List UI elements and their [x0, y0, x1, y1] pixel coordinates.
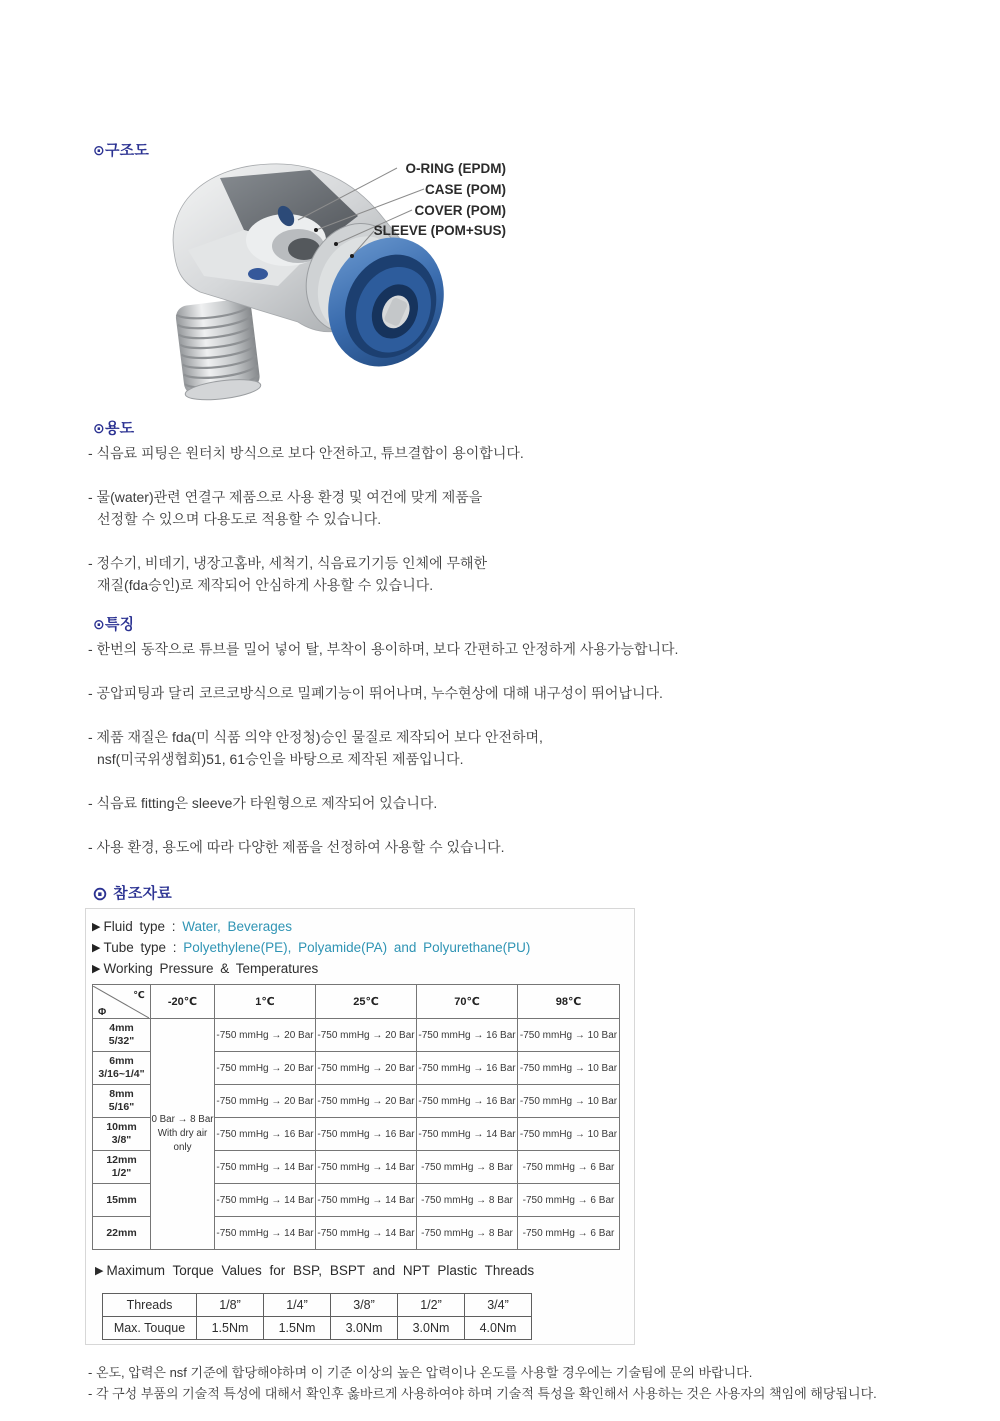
size-inch: 5/32"	[108, 1035, 135, 1047]
size-cell	[93, 1184, 151, 1217]
pressure-cell: -750 mmHg → 6 Bar	[518, 1184, 620, 1217]
size-mm: 4mm	[109, 1022, 134, 1034]
circled-dot-icon: ⊙	[93, 142, 105, 158]
o-ring-lower	[248, 268, 268, 280]
bullet-line: - 정수기, 비데기, 냉장고홈바, 세척기, 식음료기기등 인체에 무해한	[88, 555, 488, 571]
pressure-cell: -750 mmHg → 20 Bar	[316, 1085, 417, 1118]
size-inch: 3/8"	[111, 1134, 132, 1146]
bullet-line: 선정할 수 있으며 다용도로 적용할 수 있습니다.	[97, 511, 382, 527]
pressure-cell: -750 mmHg → 8 Bar	[417, 1184, 518, 1217]
pressure-cell: -750 mmHg → 10 Bar	[518, 1118, 620, 1151]
pressure-cell: -750 mmHg → 6 Bar	[518, 1217, 620, 1250]
size-inch: 1/2"	[111, 1167, 132, 1179]
pressure-cell: -750 mmHg → 14 Bar	[215, 1151, 316, 1184]
pressure-cell: -750 mmHg → 14 Bar	[316, 1217, 417, 1250]
pressure-cell: -750 mmHg → 10 Bar	[518, 1085, 620, 1118]
pressure-cell: -750 mmHg → 16 Bar	[417, 1085, 518, 1118]
col-header: -20℃	[151, 985, 215, 1019]
fitting-diagram-svg	[158, 154, 512, 406]
torque-cell: Threads	[103, 1294, 197, 1317]
pressure-cell: -750 mmHg → 20 Bar	[316, 1019, 417, 1052]
fluid-type-value: Water, Beverages	[182, 919, 293, 934]
corner-diameter-symbol: Φ	[98, 1006, 107, 1018]
size-mm: 10mm	[106, 1121, 137, 1133]
fitting-cutaway-diagram	[158, 154, 512, 406]
torque-cell: 1/8”	[197, 1294, 264, 1317]
torque-cell: 1.5Nm	[197, 1317, 264, 1340]
feature-bullet	[88, 792, 968, 814]
pressure-header-row	[93, 985, 620, 1019]
pressure-cell: -750 mmHg → 16 Bar	[316, 1118, 417, 1151]
features-section-heading	[88, 613, 968, 634]
torque-cell: 3/8”	[331, 1294, 398, 1317]
torque-cell: 3/4”	[465, 1294, 532, 1317]
bullet-line: nsf(미국위생협회)51, 61승인을 바탕으로 제작된 제품입니다.	[97, 751, 464, 767]
pressure-cell: -750 mmHg → 10 Bar	[518, 1019, 620, 1052]
pressure-cell: -750 mmHg → 6 Bar	[518, 1151, 620, 1184]
size-mm: 8mm	[109, 1088, 134, 1100]
size-mm: 12mm	[106, 1154, 137, 1166]
features-heading-label: 특징	[104, 616, 135, 633]
footer-note-line: - 각 구성 부품의 기술적 특성에 대해서 확인후 옳바르게 사용하여야 하며 기술적 특성을 확인해서 사용하는 것은 사용자의 책임에 해당됩니다.	[88, 1386, 877, 1401]
diagram-label-oring: O-RING (EPDM)	[405, 161, 506, 176]
usage-bullet	[88, 486, 968, 530]
pressure-cell: -750 mmHg → 8 Bar	[417, 1151, 518, 1184]
triangle-bullet-icon: ▶	[92, 942, 101, 954]
torque-cell: 1.5Nm	[264, 1317, 331, 1340]
pressure-cell: -750 mmHg → 14 Bar	[417, 1118, 518, 1151]
bullet-line: 재질(fda승인)로 제작되어 안심하게 사용할 수 있습니다.	[97, 577, 434, 593]
size-mm: 6mm	[109, 1055, 134, 1067]
torque-table	[102, 1293, 532, 1340]
torque-cell: Max. Touque	[103, 1317, 197, 1340]
bullet-line: - 물(water)관련 연결구 제품으로 사용 환경 및 여건에 맞게 제품을	[88, 489, 483, 505]
diagram-label-case: CASE (POM)	[425, 182, 506, 197]
footer-notes	[88, 1362, 877, 1404]
corner-cell	[93, 985, 151, 1019]
triangle-bullet-icon: ▶	[92, 921, 101, 933]
size-mm: 15mm	[106, 1193, 137, 1206]
size-mm: 22mm	[106, 1226, 137, 1239]
pressure-cell: -750 mmHg → 14 Bar	[215, 1184, 316, 1217]
tube-type-label: Tube type :	[103, 940, 184, 955]
dry-air-cell	[151, 1019, 215, 1250]
torque-section-heading	[95, 1263, 634, 1278]
col-header: 25℃	[316, 985, 417, 1019]
torque-cell: 1/2”	[398, 1294, 465, 1317]
reference-section-heading	[92, 882, 172, 906]
dry-air-line: With dry air only	[157, 1128, 208, 1153]
torque-heading-label: Maximum Torque Values for BSP, BSPT and NPT Plastic Threads	[106, 1263, 535, 1278]
pressure-temperature-table	[92, 984, 620, 1250]
reference-heading-label: 참조자료	[113, 885, 172, 902]
pressure-cell: -750 mmHg → 20 Bar	[215, 1052, 316, 1085]
feature-bullet	[88, 726, 968, 770]
diagram-label-cover: COVER (POM)	[414, 203, 506, 218]
bullet-line: - 사용 환경, 용도에 따라 다양한 제품을 선정하여 사용할 수 있습니다.	[88, 839, 505, 855]
size-cell	[93, 1217, 151, 1250]
footer-note-line: - 온도, 압력은 nsf 기준에 합당해야하며 이 기준 이상의 높은 압력이나 온도를 사용할 경우에는 기술팀에 문의 바랍니다.	[88, 1365, 753, 1380]
pressure-cell: -750 mmHg → 20 Bar	[215, 1085, 316, 1118]
pressure-cell: -750 mmHg → 16 Bar	[417, 1019, 518, 1052]
pressure-cell: -750 mmHg → 14 Bar	[316, 1151, 417, 1184]
circled-dot-icon: ⊙	[92, 884, 109, 905]
col-header: 1℃	[215, 985, 316, 1019]
col-header: 70℃	[417, 985, 518, 1019]
size-cell	[93, 1052, 151, 1085]
torque-header-row	[103, 1294, 532, 1317]
usage-bullet	[88, 442, 968, 464]
usage-bullet	[88, 552, 968, 596]
bullet-line: - 공압피팅과 달리 코르코방식으로 밀폐기능이 뛰어나며, 누수현상에 대해 내구성이 뛰어납니다.	[88, 685, 663, 701]
torque-cell: 1/4”	[264, 1294, 331, 1317]
threaded-stem	[175, 298, 262, 404]
fluid-type-label: Fluid type :	[103, 919, 183, 934]
usage-section	[88, 417, 968, 618]
col-header: 98℃	[518, 985, 620, 1019]
size-inch: 5/16"	[108, 1101, 135, 1113]
diagram-label-sleeve: SLEEVE (POM+SUS)	[373, 223, 506, 238]
pressure-cell: -750 mmHg → 20 Bar	[316, 1052, 417, 1085]
size-cell	[93, 1019, 151, 1052]
circled-dot-icon: ⊙	[93, 420, 105, 436]
pressure-cell: -750 mmHg → 16 Bar	[215, 1118, 316, 1151]
working-pressure-label: Working Pressure & Temperatures	[103, 961, 319, 976]
bullet-line: - 식음료 피팅은 원터치 방식으로 보다 안전하고, 튜브결합이 용이합니다.	[88, 445, 524, 461]
usage-section-heading	[88, 417, 968, 438]
torque-value-row	[103, 1317, 532, 1340]
size-cell	[93, 1118, 151, 1151]
torque-cell: 3.0Nm	[331, 1317, 398, 1340]
triangle-bullet-icon: ▶	[95, 1265, 104, 1277]
circled-dot-icon: ⊙	[93, 616, 105, 632]
tube-type-value: Polyethylene(PE), Polyamide(PA) and Polyurethane(PU)	[183, 940, 531, 955]
size-cell	[93, 1151, 151, 1184]
structure-heading-label: 구조도	[104, 142, 150, 159]
triangle-bullet-icon: ▶	[92, 963, 101, 975]
feature-bullet	[88, 836, 968, 858]
reference-box	[85, 908, 635, 1345]
corner-temp-symbol: ℃	[133, 989, 145, 1001]
bullet-line: - 한번의 동작으로 튜브를 밀어 넣어 탈, 부착이 용이하며, 보다 간편하고 안정하게 사용가능합니다.	[88, 641, 679, 657]
pressure-cell: -750 mmHg → 10 Bar	[518, 1052, 620, 1085]
size-inch: 3/16~1/4"	[98, 1068, 145, 1080]
pressure-row	[93, 1019, 620, 1052]
bullet-line: - 식음료 fitting은 sleeve가 타원형으로 제작되어 있습니다.	[88, 795, 438, 811]
torque-cell: 3.0Nm	[398, 1317, 465, 1340]
torque-cell: 4.0Nm	[465, 1317, 532, 1340]
pressure-cell: -750 mmHg → 16 Bar	[417, 1052, 518, 1085]
feature-bullet	[88, 638, 968, 660]
tube-type-line	[92, 938, 634, 959]
pressure-cell: -750 mmHg → 14 Bar	[316, 1184, 417, 1217]
working-pressure-line	[92, 959, 634, 980]
pressure-cell: -750 mmHg → 8 Bar	[417, 1217, 518, 1250]
fluid-type-line	[92, 917, 634, 938]
features-section	[88, 613, 968, 880]
pressure-cell: -750 mmHg → 20 Bar	[215, 1019, 316, 1052]
structure-section-heading	[93, 139, 149, 160]
bullet-line: - 제품 재질은 fda(미 식품 의약 안정청)승인 물질로 제작되어 보다 안전하며,	[88, 729, 543, 745]
usage-heading-label: 용도	[104, 420, 135, 437]
feature-bullet	[88, 682, 968, 704]
size-cell	[93, 1085, 151, 1118]
pressure-cell: -750 mmHg → 14 Bar	[215, 1217, 316, 1250]
dry-air-line: 0 Bar → 8 Bar	[151, 1114, 214, 1125]
